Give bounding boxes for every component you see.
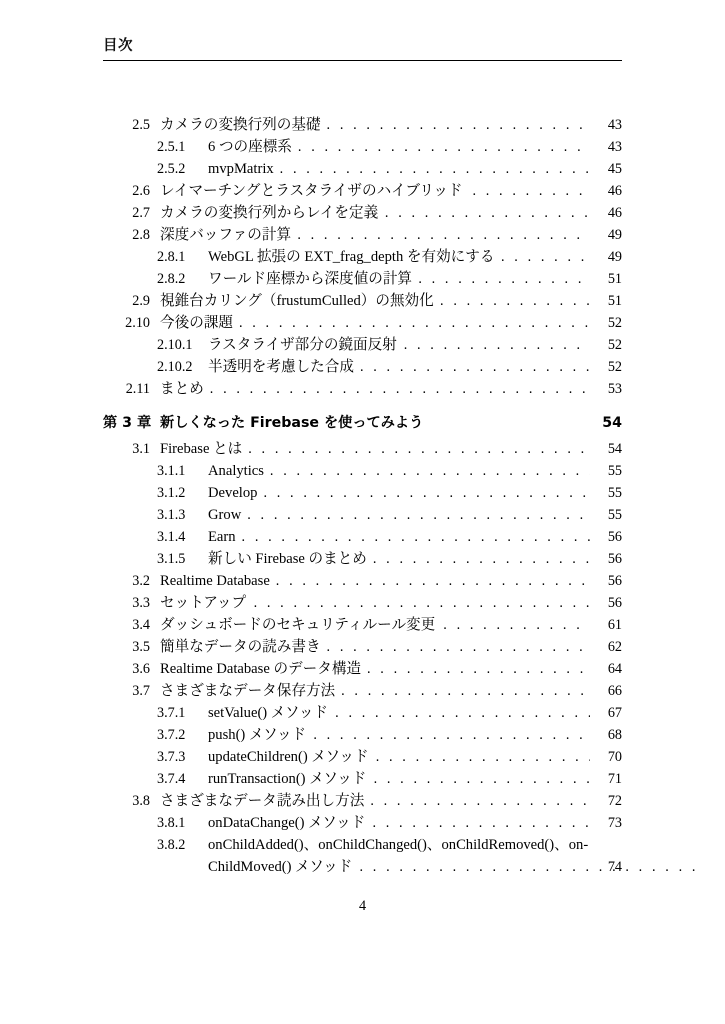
toc-entry-number: 2.7 [132, 205, 150, 221]
toc-entry-number: 3.1.3 [157, 507, 186, 523]
dot-leader [443, 614, 590, 636]
dot-leader [335, 702, 590, 724]
toc-entry[interactable] [103, 812, 622, 834]
toc-entry-title: ワールド座標から深度値の計算 [208, 271, 413, 287]
toc-chapter-title: 新しくなった Firebase を使ってみよう [160, 415, 424, 431]
dot-leader [372, 812, 590, 834]
toc-entry-title: まとめ [160, 381, 204, 397]
toc-entry[interactable] [103, 202, 622, 224]
toc-entry[interactable] [103, 504, 622, 526]
dot-leader [360, 856, 695, 878]
toc-entry[interactable] [103, 768, 622, 790]
toc-entry-page: 74 [590, 856, 622, 878]
toc-entry-number: 3.8.1 [157, 815, 186, 831]
toc-entry-page: 71 [590, 768, 622, 790]
toc-entry-page: 67 [590, 702, 622, 724]
toc-entry-number: 2.8.1 [157, 249, 186, 265]
toc-entry[interactable] [103, 378, 622, 400]
toc-entry[interactable] [103, 224, 622, 246]
toc-entry-title: さまざまなデータ保存方法 [160, 683, 336, 699]
toc-chapter-label: 第 3 章 [103, 415, 152, 431]
toc-entry-number: 2.5 [132, 117, 150, 133]
toc-entry-page: 68 [590, 724, 622, 746]
toc-entry[interactable] [103, 482, 622, 504]
dot-leader [327, 114, 590, 136]
toc-entry-page: 53 [590, 378, 622, 400]
toc-entry-page: 72 [590, 790, 622, 812]
toc-entry-number: 3.8.2 [157, 837, 186, 853]
toc-entry-number: 3.1 [132, 441, 150, 457]
toc-entry-number: 3.4 [132, 617, 150, 633]
dot-leader [242, 526, 590, 548]
toc-entry-page: 70 [590, 746, 622, 768]
toc-entry[interactable] [103, 246, 622, 268]
toc-entry-page: 52 [590, 334, 622, 356]
toc-entry-number: 3.7.3 [157, 749, 186, 765]
toc-entry-page: 46 [590, 180, 622, 202]
dot-leader [248, 438, 590, 460]
toc-entry-page: 43 [590, 114, 622, 136]
toc-entry-page: 55 [590, 504, 622, 526]
toc-entry-title: 6 つの座標系 [208, 139, 292, 155]
toc-entry-number: 2.11 [125, 381, 150, 397]
dot-leader [313, 724, 590, 746]
toc-entry[interactable] [103, 724, 622, 746]
toc-entry[interactable] [103, 834, 622, 878]
toc-entry-page: 62 [590, 636, 622, 658]
page-title: 目次 [103, 38, 133, 54]
toc-entry-title: レイマーチングとラスタライザのハイブリッド [160, 183, 463, 199]
dot-leader [270, 460, 590, 482]
toc-entry[interactable] [103, 570, 622, 592]
dot-leader [370, 790, 590, 812]
toc-entry-page: 64 [590, 658, 622, 680]
toc-chapter-page: 54 [602, 415, 622, 431]
toc-entry[interactable] [103, 614, 622, 636]
toc-entry-page: 52 [590, 356, 622, 378]
toc-entry-number: 2.5.1 [157, 139, 186, 155]
toc-entry-title: ラスタライザ部分の鏡面反射 [208, 337, 397, 353]
toc-entry[interactable] [103, 702, 622, 724]
toc-entry-page: 45 [590, 158, 622, 180]
toc-entry-title: WebGL 拡張の EXT_frag_depth を有効にする [208, 249, 495, 265]
toc-entry-title-line2: ChildMoved() メソッド [208, 859, 353, 875]
toc-entry[interactable] [103, 592, 622, 614]
dot-leader [374, 768, 590, 790]
toc-entry[interactable] [103, 438, 622, 460]
toc-entry-title: カメラの変換行列からレイを定義 [160, 205, 379, 221]
toc-entry-title: ダッシュボードのセキュリティルール変更 [160, 617, 436, 633]
toc-entry-number: 2.10.2 [157, 359, 193, 375]
toc-list [103, 114, 622, 878]
toc-entry-number: 2.9 [132, 293, 150, 309]
toc-entry-title: onChildAdded()、onChildChanged()、onChildRemoved()、on- [208, 837, 589, 853]
toc-entry-title: セットアップ [160, 595, 247, 611]
toc-entry[interactable] [103, 136, 622, 158]
toc-entry-title: 深度バッファの計算 [160, 227, 292, 243]
toc-entry-title: 新しい Firebase のまとめ [208, 551, 367, 567]
dot-leader [367, 658, 590, 680]
toc-entry[interactable] [103, 658, 622, 680]
dot-leader [440, 290, 590, 312]
dot-leader [210, 378, 590, 400]
toc-entry[interactable] [103, 268, 622, 290]
toc-entry-number: 3.6 [132, 661, 150, 677]
dot-leader [385, 202, 590, 224]
footer-page-number: 4 [358, 898, 367, 914]
toc-entry[interactable] [103, 790, 622, 812]
toc-entry-title: runTransaction() メソッド [208, 771, 367, 787]
toc-entry-title: さまざまなデータ読み出し方法 [160, 793, 365, 809]
toc-entry-number: 3.1.5 [157, 551, 186, 567]
toc-entry-page: 66 [590, 680, 622, 702]
toc-entry-number: 2.8 [132, 227, 150, 243]
toc-entry-page: 52 [590, 312, 622, 334]
toc-entry-title: 視錐台カリング（frustumCulled）の無効化 [160, 293, 434, 309]
toc-entry-page: 49 [590, 224, 622, 246]
toc-entry[interactable] [103, 526, 622, 548]
dot-leader [298, 136, 590, 158]
dot-leader [472, 180, 590, 202]
toc-entry[interactable] [103, 356, 622, 378]
dot-leader [276, 570, 590, 592]
toc-entry[interactable] [103, 548, 622, 570]
toc-entry-title: 今後の課題 [160, 315, 233, 331]
dot-leader [501, 246, 590, 268]
dot-leader [376, 746, 590, 768]
toc-entry-title: Analytics [208, 463, 264, 479]
toc-entry[interactable] [103, 158, 622, 180]
toc-entry-title: updateChildren() メソッド [208, 749, 369, 765]
toc-entry-page: 54 [590, 438, 622, 460]
toc-entry-page: 46 [590, 202, 622, 224]
dot-leader [404, 334, 590, 356]
toc-entry-title: Earn [208, 529, 236, 545]
dot-leader [341, 680, 590, 702]
toc-entry-page: 49 [590, 246, 622, 268]
toc-entry-number: 3.1.1 [157, 463, 186, 479]
toc-entry-page: 73 [590, 812, 622, 834]
toc-entry[interactable] [103, 460, 622, 482]
toc-entry-number: 2.6 [132, 183, 150, 199]
toc-entry-page: 55 [590, 482, 622, 504]
toc-entry-number: 3.7.2 [157, 727, 186, 743]
dot-leader [263, 482, 590, 504]
toc-entry-title: Realtime Database のデータ構造 [160, 661, 362, 677]
dot-leader [418, 268, 590, 290]
toc-entry-page: 51 [590, 268, 622, 290]
toc-entry-page: 43 [590, 136, 622, 158]
toc-entry[interactable] [103, 680, 622, 702]
dot-leader [373, 548, 590, 570]
toc-entry-title: Grow [208, 507, 242, 523]
toc-entry-number: 2.10 [125, 315, 150, 331]
toc-entry[interactable] [103, 114, 622, 136]
toc-entry-title: Realtime Database [160, 573, 270, 589]
toc-entry-title: 半透明を考慮した合成 [208, 359, 354, 375]
toc-entry[interactable] [103, 290, 622, 312]
toc-entry-title: Firebase とは [160, 441, 243, 457]
dot-leader [327, 636, 590, 658]
dot-leader [297, 224, 590, 246]
toc-entry[interactable] [103, 334, 622, 356]
dot-leader [247, 504, 590, 526]
toc-entry-title-continuation [208, 856, 622, 878]
toc-entry-title: onDataChange() メソッド [208, 815, 366, 831]
toc-entry-number: 2.10.1 [157, 337, 193, 353]
toc-entry-title: 簡単なデータの読み書き [160, 639, 321, 655]
dot-leader [239, 312, 590, 334]
toc-entry-page: 61 [590, 614, 622, 636]
dot-leader [360, 356, 590, 378]
running-header [103, 36, 622, 61]
toc-entry-number: 3.8 [132, 793, 150, 809]
toc-entry-page: 56 [590, 548, 622, 570]
toc-entry-page: 55 [590, 460, 622, 482]
toc-entry-number: 3.2 [132, 573, 150, 589]
toc-entry-number: 3.5 [132, 639, 150, 655]
toc-entry-title: push() メソッド [208, 727, 307, 743]
toc-entry-title: カメラの変換行列の基礎 [160, 117, 321, 133]
toc-entry[interactable] [103, 636, 622, 658]
toc-chapter-entry[interactable] [103, 412, 622, 434]
toc-entry[interactable] [103, 312, 622, 334]
toc-entry-page: 51 [590, 290, 622, 312]
toc-entry-number: 3.7 [132, 683, 150, 699]
toc-entry[interactable] [103, 746, 622, 768]
toc-entry-page: 56 [590, 570, 622, 592]
toc-entry-title: Develop [208, 485, 258, 501]
dot-leader [280, 158, 590, 180]
toc-entry-title: setValue() メソッド [208, 705, 329, 721]
toc-entry-number: 3.1.4 [157, 529, 186, 545]
toc-entry-page: 56 [590, 526, 622, 548]
toc-entry[interactable] [103, 180, 622, 202]
dot-leader [254, 592, 590, 614]
toc-entry-number: 2.5.2 [157, 161, 186, 177]
toc-entry-page: 56 [590, 592, 622, 614]
toc-entry-number: 3.1.2 [157, 485, 186, 501]
toc-entry-number: 2.8.2 [157, 271, 186, 287]
toc-entry-number: 3.7.4 [157, 771, 186, 787]
header-rule [103, 60, 622, 61]
toc-entry-number: 3.7.1 [157, 705, 186, 721]
toc-entry-title: mvpMatrix [208, 161, 274, 177]
toc-entry-number: 3.3 [132, 595, 150, 611]
